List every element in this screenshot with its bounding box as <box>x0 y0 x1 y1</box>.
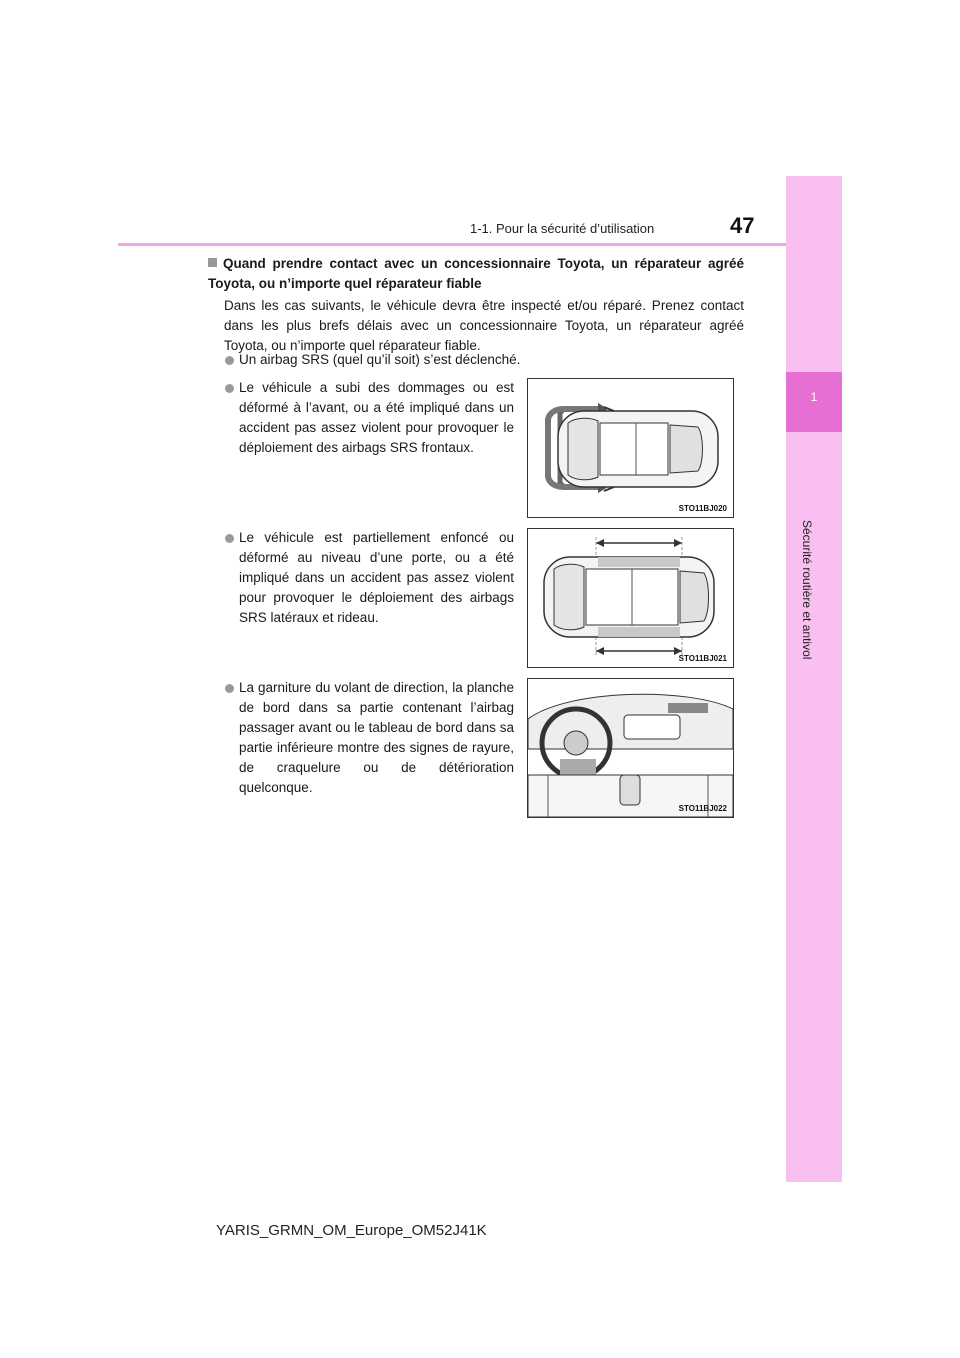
bullet-item <box>239 350 744 370</box>
side-tab <box>786 176 842 1182</box>
figure-code: STO11BJ022 <box>678 804 727 813</box>
bullet-text: Le véhicule est partiellement enfoncé ou déformé au niveau d’une porte, ou a été impliqué dans un accident pas assez violent pour provoquer le déploiement des airbags SRS latéraux et rideau. <box>239 530 514 625</box>
header-rule <box>118 243 786 246</box>
intro-paragraph: Dans les cas suivants, le véhicule devra être inspecté et/ou réparé. Prenez contact dans les plus brefs délais avec un concessionnaire Toyota, un réparateur agréé Toyota, ou n’importe quel réparateur fiable. <box>224 298 744 353</box>
section-heading-text: Quand prendre contact avec un concessionnaire Toyota, un réparateur agréé Toyota, ou n’importe quel réparateur fiable <box>208 256 744 291</box>
bullet-item <box>239 528 514 628</box>
bullet-item <box>239 378 514 458</box>
car-top-view-front-illustration <box>528 379 733 517</box>
chapter-title: Sécurité routière et antivol <box>800 520 814 660</box>
section-heading <box>208 254 744 294</box>
bullet-dot-icon <box>225 534 234 543</box>
bullet-text: La garniture du volant de direction, la planche de bord dans sa partie contenant l’airbag passager avant ou le tableau de bord dans sa partie inférieure montre des signes de rayure, de craquelure ou de détérioration quelconque. <box>239 680 514 795</box>
bullet-item <box>239 678 514 798</box>
header-section-title: 1-1. Pour la sécurité d’utilisation <box>470 221 655 236</box>
bullet-text: Le véhicule a subi des dommages ou est déformé à l’avant, ou a été impliqué dans un accident pas assez violent pour provoquer le déploiement des airbags SRS frontaux. <box>239 380 514 455</box>
dashboard-illustration <box>528 679 733 817</box>
page-number: 47 <box>730 213 755 238</box>
figure-dashboard <box>527 678 734 818</box>
figure-code: STO11BJ021 <box>678 654 727 663</box>
bullet-dot-icon <box>225 684 234 693</box>
chapter-number: 1 <box>810 390 818 404</box>
bullet-dot-icon <box>225 384 234 393</box>
car-top-view-side-illustration <box>528 529 733 667</box>
figure-front-damage <box>527 378 734 518</box>
document-footer-code: YARIS_GRMN_OM_Europe_OM52J41K <box>216 1222 487 1239</box>
square-bullet-icon <box>208 258 217 267</box>
figure-code: STO11BJ020 <box>678 504 727 513</box>
bullet-text: Un airbag SRS (quel qu’il soit) s’est déclenché. <box>239 352 521 367</box>
figure-side-damage <box>527 528 734 668</box>
bullet-dot-icon <box>225 356 234 365</box>
